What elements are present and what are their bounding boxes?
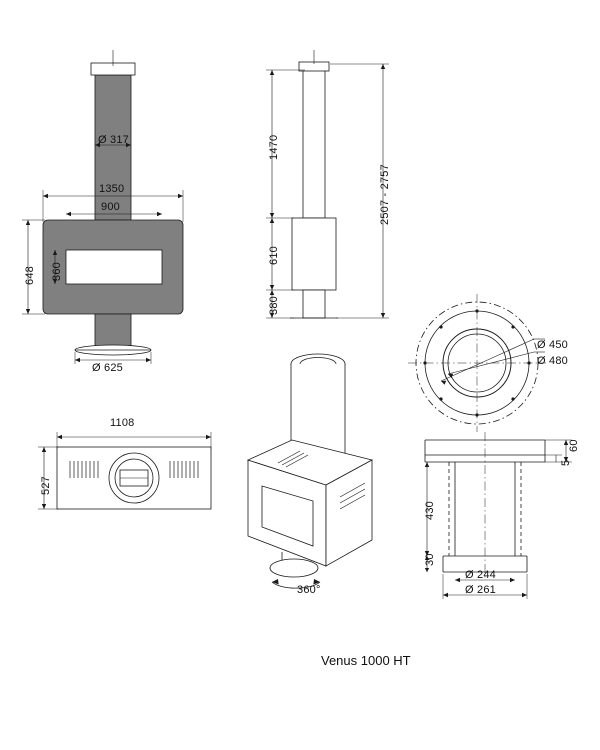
perspective-view bbox=[248, 354, 372, 588]
dim-base-diameter: Ø 625 bbox=[92, 362, 123, 374]
dim-section-inner-diameter: Ø 244 bbox=[465, 569, 496, 581]
dim-plate-thickness: 5 bbox=[560, 459, 572, 466]
dim-opening-height: 360 bbox=[51, 262, 63, 281]
dim-section-outer-diameter: Ø 261 bbox=[465, 584, 496, 596]
dim-rotation: 360° bbox=[297, 584, 321, 596]
dim-opening-width: 900 bbox=[101, 201, 120, 213]
dim-column-height: 430 bbox=[424, 501, 436, 520]
dim-flue-diameter: Ø 317 bbox=[98, 134, 129, 146]
base-plan-circle-view bbox=[408, 294, 546, 432]
top-plan-view bbox=[38, 432, 211, 509]
dim-plan-width: 1108 bbox=[110, 417, 135, 429]
drawing-title: Venus 1000 HT bbox=[321, 653, 411, 668]
dim-base-outer-diameter: Ø 450 bbox=[537, 339, 568, 351]
dim-base-inner-diameter: Ø 480 bbox=[537, 355, 568, 367]
dim-body-height: 648 bbox=[24, 266, 36, 285]
dim-top-plate: 60 bbox=[568, 439, 580, 452]
dim-overall-width: 1350 bbox=[99, 183, 125, 195]
base-section-view bbox=[425, 432, 572, 599]
dim-side-body-height: 610 bbox=[268, 246, 280, 265]
dim-base-to-body: 380 bbox=[268, 296, 280, 315]
dim-total-height-range: 2507 - 2757 bbox=[379, 164, 391, 225]
dim-flue-length: 1470 bbox=[268, 134, 280, 160]
dim-foot-height: 30 bbox=[424, 553, 436, 566]
side-elevation-view bbox=[266, 50, 389, 318]
dim-plan-depth: 527 bbox=[40, 476, 52, 495]
